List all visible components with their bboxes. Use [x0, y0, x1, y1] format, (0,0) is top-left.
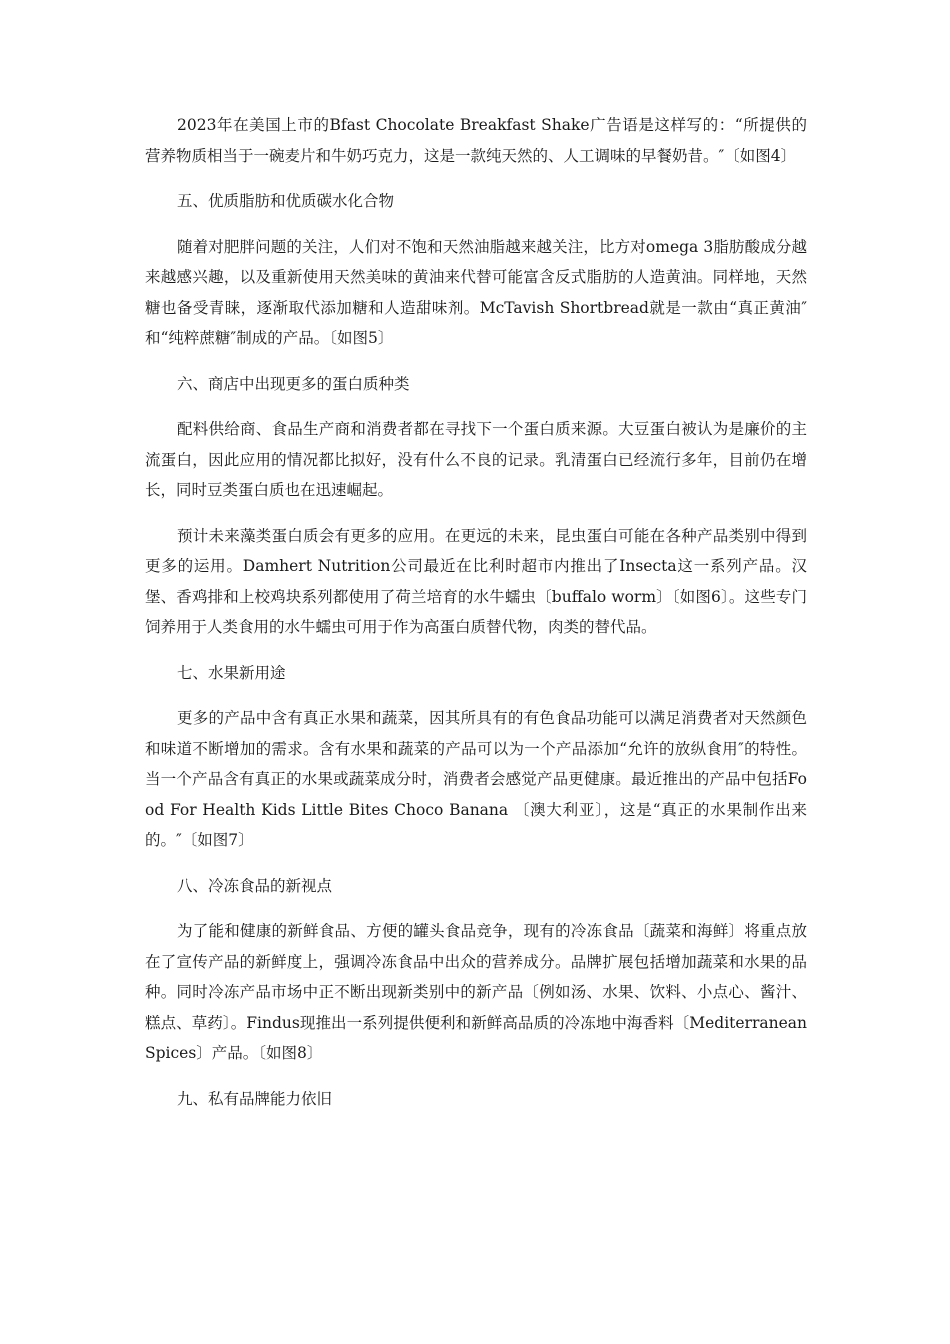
- section-heading-7: 七、水果新用途: [177, 663, 286, 682]
- section-heading-9: 九、私有品牌能力依旧: [177, 1089, 333, 1108]
- paragraph-bfast: 2023年在美国上市的Bfast Chocolate Breakfast Shake广告语是这样写的：“所提供的营养物质相当于一碗麦片和牛奶巧克力，这是一款纯天然的、人工调味的早餐奶昔。″〔如图4〕: [145, 116, 807, 165]
- section-heading-8: 八、冷冻食品的新视点: [177, 876, 333, 895]
- paragraph-fruit: 更多的产品中含有真正水果和蔬菜，因其所具有的有色食品功能可以满足消费者对天然颜色和味道不断增加的需求。含有水果和蔬菜的产品可以为一个产品添加“允许的放纵食用″的特性。当一个产品含有真正的水果或蔬菜成分时，消费者会感觉产品更健康。最近推出的产品中包括Food For Health Kids Little Bites Choco Banana 〔澳大利亚〕，这是“真正的水果制作出来的。″〔如图7〕: [145, 709, 807, 849]
- document-body: [145, 110, 807, 1129]
- paragraph-fats: 随着对肥胖问题的关注，人们对不饱和天然油脂越来越关注，比方对omega 3脂肪酸成分越来越感兴趣，以及重新使用天然美味的黄油来代替可能富含反式脂肪的人造黄油。同样地，天然糖也备受青睐，逐渐取代添加糖和人造甜味剂。McTavish Shortbread就是一款由“真正黄油″和“纯粹蔗糖″制成的产品。〔如图5〕: [145, 237, 807, 347]
- section-heading-6: 六、商店中出现更多的蛋白质种类: [177, 374, 410, 393]
- section-heading-5: 五、优质脂肪和优质碳水化合物: [177, 192, 395, 210]
- paragraph-frozen-food: 为了能和健康的新鲜食品、方便的罐头食品竞争，现有的冷冻食品〔蔬菜和海鲜〕将重点放在了宣传产品的新鲜度上，强调冷冻食品中出众的营养成分。品牌扩展包括增加蔬菜和水果的品种。同时冷冻产品市场中正不断出现新类别中的新产品〔例如汤、水果、饮料、小点心、酱汁、糕点、草药〕。Findus现推出一系列提供便利和新鲜高品质的冷冻地中海香料〔Mediterranean Spices〕产品。〔如图8〕: [145, 922, 807, 1062]
- paragraph-protein-sources: 配料供给商、食品生产商和消费者都在寻找下一个蛋白质来源。大豆蛋白被认为是廉价的主流蛋白，因此应用的情况都比拟好，没有什么不良的记录。乳清蛋白已经流行多年，目前仍在增长，同时豆类蛋白质也在迅速崛起。: [145, 420, 807, 499]
- paragraph-insect-protein: 预计未来藻类蛋白质会有更多的应用。在更远的未来，昆虫蛋白可能在各种产品类别中得到更多的运用。Damhert Nutrition公司最近在比利时超市内推出了Insecta这一系列产品。汉堡、香鸡排和上校鸡块系列都使用了荷兰培育的水牛蠕虫〔buffalo worm〕〔如图6〕。这些专门饲养用于人类食用的水牛蠕虫可用于作为高蛋白质替代物，肉类的替代品。: [145, 526, 807, 636]
